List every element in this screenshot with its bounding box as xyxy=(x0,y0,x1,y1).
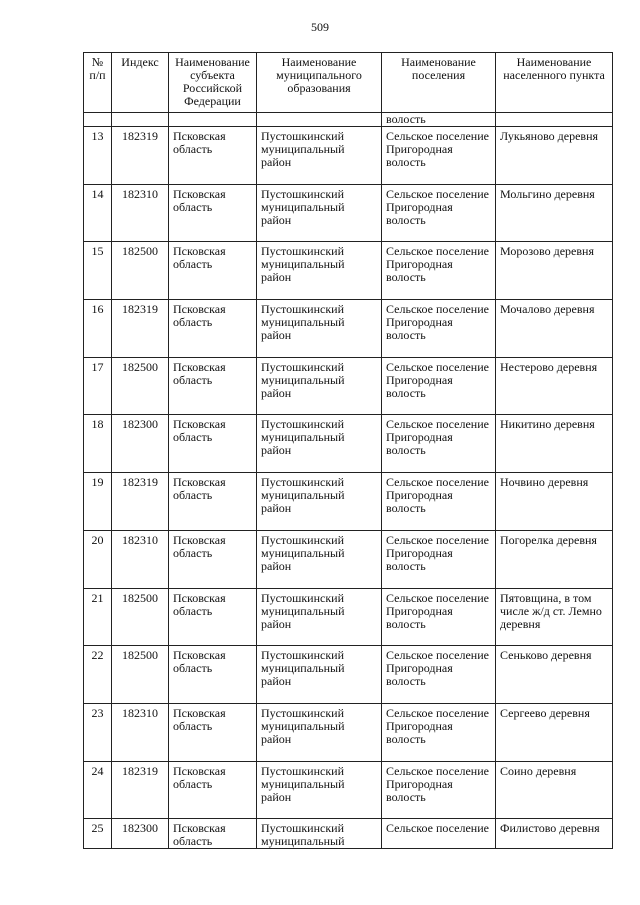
header-settlement: Наименование поселения xyxy=(382,53,496,113)
row-number: 21 xyxy=(84,588,112,646)
row-number: 13 xyxy=(84,127,112,185)
row-index: 182300 xyxy=(112,819,169,849)
row-settlement: Сельское поселение xyxy=(382,819,496,849)
row-index: 182500 xyxy=(112,242,169,300)
row-settlement: Сельское поселение Пригородная волость xyxy=(382,415,496,473)
table-row xyxy=(84,761,613,819)
row-number: 15 xyxy=(84,242,112,300)
row-subject: Псковская область xyxy=(169,761,257,819)
header-municipality: Наименование муниципального образования xyxy=(257,53,382,113)
row-index: 182319 xyxy=(112,473,169,531)
row-municipality: Пустошкинский муниципальный район xyxy=(257,473,382,531)
row-index: 182319 xyxy=(112,127,169,185)
row-number: 24 xyxy=(84,761,112,819)
header-index: Индекс xyxy=(112,53,169,113)
table-row xyxy=(84,357,613,415)
row-municipality: Пустошкинский муниципальный район xyxy=(257,357,382,415)
row-index: 182310 xyxy=(112,530,169,588)
table-row xyxy=(84,473,613,531)
table-row xyxy=(84,646,613,704)
row-settlement: Сельское поселение Пригородная волость xyxy=(382,184,496,242)
row-subject: Псковская область xyxy=(169,300,257,358)
row-index: 182310 xyxy=(112,184,169,242)
row-municipality: Пустошкинский муниципальный район xyxy=(257,184,382,242)
row-locality: Сеньково деревня xyxy=(496,646,613,704)
row-subject: Псковская область xyxy=(169,530,257,588)
row-locality: Соино деревня xyxy=(496,761,613,819)
row-subject: Псковская область xyxy=(169,242,257,300)
row-index: 182300 xyxy=(112,415,169,473)
row-locality: Нестерово деревня xyxy=(496,357,613,415)
row-locality: Мочалово деревня xyxy=(496,300,613,358)
row-municipality: Пустошкинский муниципальный район xyxy=(257,242,382,300)
row-number: 18 xyxy=(84,415,112,473)
row-subject: Псковская область xyxy=(169,473,257,531)
row-settlement: Сельское поселение Пригородная волость xyxy=(382,300,496,358)
row-locality: Погорелка деревня xyxy=(496,530,613,588)
header-locality: Наименование населенного пункта xyxy=(496,53,613,113)
row-index: 182500 xyxy=(112,357,169,415)
row-subject: Псковская область xyxy=(169,357,257,415)
row-subject: Псковская область xyxy=(169,127,257,185)
table-row xyxy=(84,184,613,242)
table-row xyxy=(84,415,613,473)
table-row xyxy=(84,819,613,849)
row-municipality: Пустошкинский муниципальный район xyxy=(257,300,382,358)
table-row xyxy=(84,588,613,646)
row-locality: Никитино деревня xyxy=(496,415,613,473)
row-number: 20 xyxy=(84,530,112,588)
row-settlement: Сельское поселение Пригородная волость xyxy=(382,357,496,415)
row-locality: Лукьяново деревня xyxy=(496,127,613,185)
row-municipality: Пустошкинский муниципальный xyxy=(257,819,382,849)
row-index: 182310 xyxy=(112,703,169,761)
header-subject: Наименование субъекта Российской Федерации xyxy=(169,53,257,113)
row-subject: Псковская область xyxy=(169,184,257,242)
row-subject: Псковская область xyxy=(169,588,257,646)
row-municipality: Пустошкинский муниципальный район xyxy=(257,415,382,473)
row-municipality: Пустошкинский муниципальный район xyxy=(257,646,382,704)
table-row xyxy=(84,530,613,588)
row-municipality: Пустошкинский муниципальный район xyxy=(257,530,382,588)
continuation-row xyxy=(84,113,613,127)
row-number: 22 xyxy=(84,646,112,704)
row-settlement: Сельское поселение Пригородная волость xyxy=(382,127,496,185)
row-number: 25 xyxy=(84,819,112,849)
page-number: 509 xyxy=(311,20,329,34)
row-number: 23 xyxy=(84,703,112,761)
table-row xyxy=(84,242,613,300)
row-index: 182319 xyxy=(112,300,169,358)
table-row xyxy=(84,703,613,761)
row-locality: Филистово деревня xyxy=(496,819,613,849)
row-settlement: Сельское поселение Пригородная волость xyxy=(382,646,496,704)
table-row xyxy=(84,127,613,185)
row-number: 16 xyxy=(84,300,112,358)
row-subject: Псковская область xyxy=(169,819,257,849)
header-num: № п/п xyxy=(84,53,112,113)
table-header-row xyxy=(84,53,613,113)
row-settlement: Сельское поселение Пригородная волость xyxy=(382,530,496,588)
row-subject: Псковская область xyxy=(169,415,257,473)
row-locality: Мольгино деревня xyxy=(496,184,613,242)
row-locality: Сергеево деревня xyxy=(496,703,613,761)
row-subject: Псковская область xyxy=(169,646,257,704)
row-municipality: Пустошкинский муниципальный район xyxy=(257,761,382,819)
row-municipality: Пустошкинский муниципальный район xyxy=(257,703,382,761)
row-municipality: Пустошкинский муниципальный район xyxy=(257,127,382,185)
row-locality: Морозово деревня xyxy=(496,242,613,300)
table-row xyxy=(84,300,613,358)
row-subject: Псковская область xyxy=(169,703,257,761)
row-settlement: Сельское поселение Пригородная волость xyxy=(382,473,496,531)
row-municipality: Пустошкинский муниципальный район xyxy=(257,588,382,646)
row-index: 182500 xyxy=(112,588,169,646)
row-settlement: Сельское поселение Пригородная волость xyxy=(382,703,496,761)
row-index: 182319 xyxy=(112,761,169,819)
row-number: 17 xyxy=(84,357,112,415)
row-number: 19 xyxy=(84,473,112,531)
row-index: 182500 xyxy=(112,646,169,704)
row-settlement: Сельское поселение Пригородная волость xyxy=(382,588,496,646)
row-locality: Ночвино деревня xyxy=(496,473,613,531)
continuation-settlement: волость xyxy=(382,113,496,127)
row-settlement: Сельское поселение Пригородная волость xyxy=(382,761,496,819)
row-locality: Пятовщина, в том числе ж/д ст. Лемно деревня xyxy=(496,588,613,646)
row-number: 14 xyxy=(84,184,112,242)
row-settlement: Сельское поселение Пригородная волость xyxy=(382,242,496,300)
locality-table xyxy=(83,52,613,849)
